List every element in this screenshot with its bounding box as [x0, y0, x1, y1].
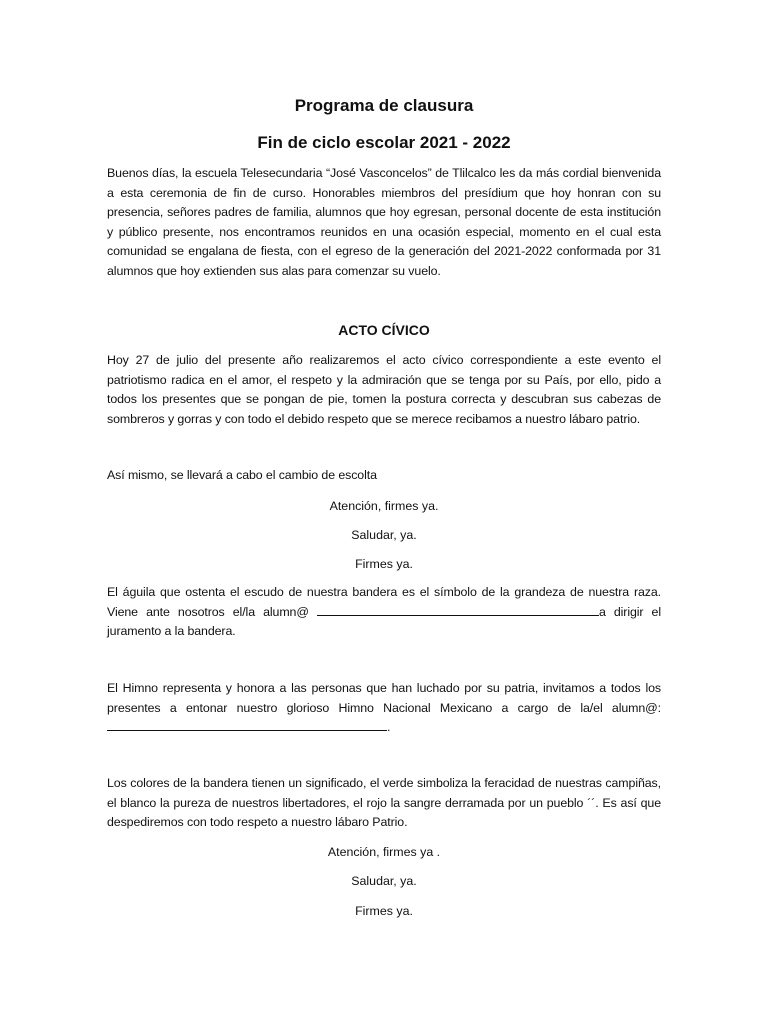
anthem-paragraph	[107, 679, 661, 738]
eagle-text-start: El águila que ostenta el escudo de nuestra bandera es el símbolo de la grandeza de nuestra raza. Viene ante nosotros el/la alumn@	[107, 585, 661, 619]
command-attention-1: Atención, firmes ya.	[329, 499, 439, 513]
document-title: Programa de clausura	[294, 96, 474, 115]
civic-paragraph: Hoy 27 de julio del presente año realizaremos el acto cívico correspondiente a este evento el patriotismo radica en el amor, el respeto y la admiración que se tenga por su País, por ello, pido a todos los presentes que se pongan de pie, tomen la postura correcta y descubran sus cabezas de sombreros y gorras y con todo el debido respeto que se merece recibamos a nuestro lábaro patrio.	[107, 353, 661, 426]
colors-paragraph: Los colores de la bandera tienen un significado, el verde simboliza la feracidad de nuestras campiñas, el blanco la pureza de nuestros libertadores, el rojo la sangre derramada por un pueblo ´´. Es así que despediremos con todo respeto a nuestro lábaro Patrio.	[107, 776, 661, 830]
command-firm-2: Firmes ya.	[355, 904, 413, 918]
anthem-student-blank[interactable]	[107, 718, 387, 731]
document-page	[107, 0, 661, 1024]
command-salute-1: Saludar, ya.	[351, 528, 417, 542]
command-salute-2: Saludar, ya.	[351, 874, 417, 888]
document-subtitle: Fin de ciclo escolar 2021 - 2022	[257, 133, 511, 152]
eagle-paragraph	[107, 583, 661, 642]
anthem-end: .	[387, 720, 391, 735]
anthem-text: El Himno representa y honora a las personas que han luchado por su patria, invitamos a todos los presentes a entonar nuestro glorioso Himno Nacional Mexicano a cargo de la/el alumn@:	[107, 681, 661, 715]
student-name-blank[interactable]	[317, 603, 599, 616]
eagle-text-end: a dirigir el juramento a la bandera.	[107, 604, 661, 639]
intro-paragraph: Buenos días, la escuela Telesecundaria “José Vasconcelos” de Tlilcalco les da más cordial bienvenida a esta ceremonia de fin de curso. Honorables miembros del presídium que hoy honran con su presencia, señores padres de familia, alumnos que hoy egresan, personal docente de esta institución y público presente, nos encontramos reunidos en una ocasión especial, momento en el cual esta comunidad se engalana de fiesta, con el egreso de la generación del 2021-2022 conformada por 31 alumnos que hoy extienden sus alas para comenzar su vuelo.	[107, 166, 661, 278]
escort-change-text: Así mismo, se llevará a cabo el cambio de escolta	[107, 468, 377, 482]
command-firm-1: Firmes ya.	[355, 557, 413, 571]
command-attention-2: Atención, firmes ya .	[327, 845, 441, 859]
section-heading: ACTO CÍVICO	[338, 322, 430, 338]
